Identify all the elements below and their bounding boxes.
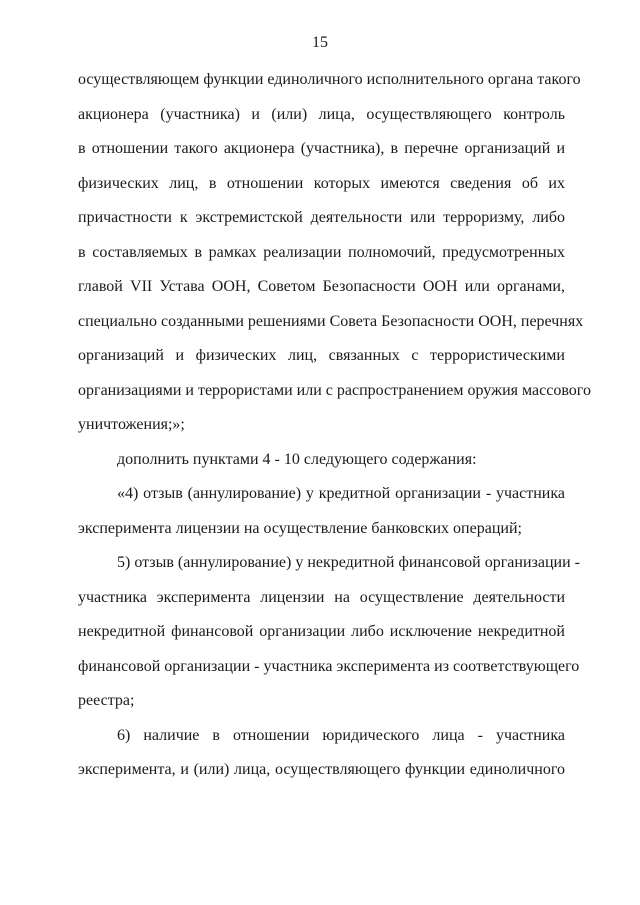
text-line: эксперимента, и (или) лица, осуществляющего функции единоличного [78, 761, 565, 778]
page-number: 15 [312, 34, 328, 51]
paragraph [78, 484, 565, 553]
text-line: акционера (участника) и (или) лица, осуществляющего контроль [78, 105, 565, 123]
text-line: реестра; [78, 692, 135, 709]
text-line: причастности к экстремистской деятельности или терроризму, либо [78, 209, 565, 226]
paragraph [78, 726, 565, 795]
text-line: в отношении такого акционера (участника), в перечне организаций и [78, 140, 565, 157]
text-line: физических лиц, в отношении которых имеются сведения об их [78, 174, 565, 192]
text-line: специально созданными решениями Совета Безопасности ООН, перечнях [78, 312, 584, 330]
text-line: 6) наличие в отношении юридического лица - участника [117, 726, 565, 744]
paragraph [78, 70, 591, 450]
text-line: в составляемых в рамках реализации полномочий, предусмотренных [78, 243, 565, 261]
text-line: финансовой организации - участника эксперимента из соответствующего [78, 657, 580, 675]
text-line: эксперимента лицензии на осуществление банковских операций; [78, 519, 522, 537]
paragraph [78, 553, 580, 726]
text-line: дополнить пунктами 4 - 10 следующего содержания: [117, 450, 477, 468]
text-line: организациями и террористами или с распространением оружия массового [78, 381, 591, 399]
text-line: осуществляющем функции единоличного исполнительного органа такого [78, 71, 581, 88]
text-line: некредитной финансовой организации либо исключение некредитной [78, 623, 565, 640]
text-line: 5) отзыв (аннулирование) у некредитной финансовой организации - [117, 554, 580, 571]
text-line: уничтожения;»; [78, 416, 185, 433]
text-line: участника эксперимента лицензии на осуществление деятельности [78, 588, 565, 606]
paragraph [78, 450, 565, 485]
text-line: организаций и физических лиц, связанных с террористическими [78, 347, 565, 364]
text-line: главой VII Устава ООН, Советом Безопасности ООН или органами, [78, 278, 565, 295]
text-line: «4) отзыв (аннулирование) у кредитной организации - участника [117, 485, 565, 502]
document-body [78, 70, 591, 795]
